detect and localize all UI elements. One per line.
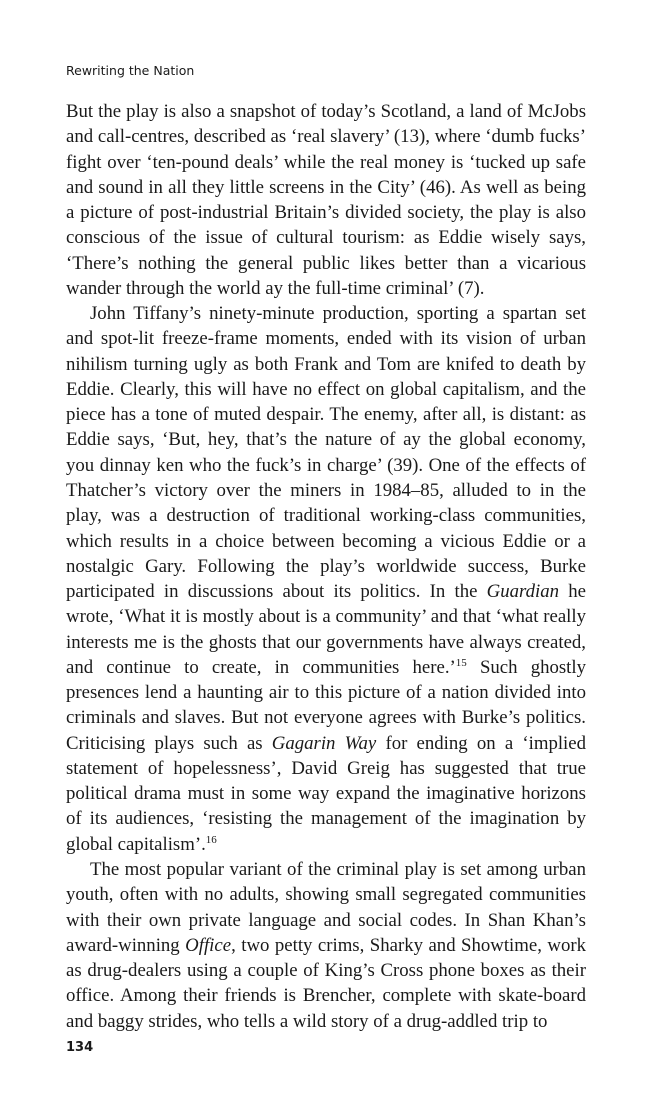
running-header: Rewriting the Nation [66,63,195,78]
footnote-ref: 15 [455,656,467,669]
paragraph-2: John Tiffany’s ninety-minute production, sporting a spartan set and spot-lit freeze-frame moments, ended with its vision of urban nihilism turning ugly as both Frank and Tom are knifed to death by Eddie. Clearly, this will have no effect on global capitalism, and the piece has a tone of muted despair. The enemy, after all, is distant: as Eddie says, ‘But, hey, that’s the nature of ay the global economy, you dinnay ken who the fuck’s in charge’ (39). One of the effects of Thatcher’s victory over the miners in 1984–85, alluded to in the play, was a destruction of traditional working-class communities, which results in a choice between becoming a vicious Eddie or a nostalgic Gary. Following the play’s worldwide success, Burke participated in discussions about its politics. In the Guardian he wrote, ‘What it is mostly about is a community’ and that ‘what really interests me is the ghosts that our governments have always created, and continue to create, in communities here.’$^{15}$ Such ghostly presences lend a haunting air to this picture of a nation divided into criminals and slaves. But not everyone agrees with Burke’s politics. Criticising plays such as Gagarin Way for ending on a ‘implied statement of hopelessness’, David Greig has suggested that true political drama must in some way expand the imaginative horizons of its audiences, ‘resisting the management of the imagination by global capitalism’.$^{16}$ [66,303,587,855]
italic-title: Office [185,934,232,956]
paragraph-3: The most popular variant of the criminal play is set among urban youth, often with no adults, showing small segregated communities with their own private language and social codes. In Shan Khan’s award-winning Office, two petty crims, Sharky and Showtime, work as drug-dealers using a couple of King’s Cross phone boxes as their office. Among their friends is Brencher, complete with skate-board and baggy strides, who tells a wild story of a drug-addled trip to [66,858,586,1032]
footnote-ref: 16 [205,833,217,846]
body-text [66,99,586,1034]
italic-title: Guardian [486,581,560,603]
page-number: 134 [66,1040,94,1055]
italic-title: Gagarin Way [271,732,377,754]
paragraph-1: But the play is also a snapshot of today’s Scotland, a land of McJobs and call-centres, described as ‘real slavery’ (13), where ‘dumb fucks’ fight over ‘ten-pound deals’ while the real money is ‘tucked up safe and sound in all they little screens in the City’ (46). As well as being a picture of post-industrial Britain’s divided society, the play is also conscious of the issue of cultural tourism: as Eddie wisely says, ‘There’s nothing the general public likes better than a vicarious wander through the world ay the full-time criminal’ (7). [66,101,586,299]
